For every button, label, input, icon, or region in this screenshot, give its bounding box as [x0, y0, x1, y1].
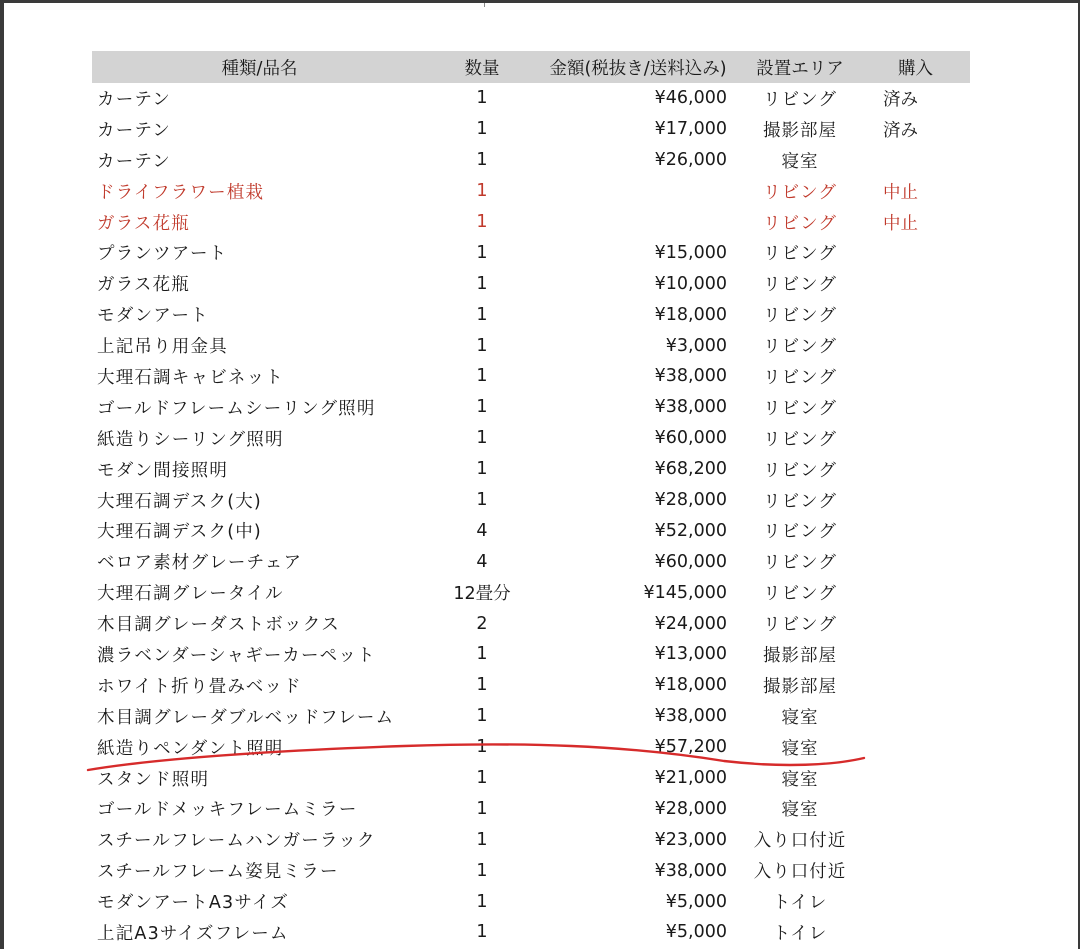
- item-name-cell: カーテン: [97, 120, 171, 141]
- table-row: [92, 330, 970, 361]
- purchase-status-cell: [861, 732, 970, 763]
- price-cell: ¥38,000: [654, 860, 727, 881]
- quantity-cell: 1: [476, 798, 488, 819]
- install-area-cell: 寝室: [781, 151, 819, 172]
- purchase-status-cell: [861, 361, 970, 392]
- quantity-cell: 1: [476, 644, 488, 665]
- install-area-cell: 撮影部屋: [763, 120, 837, 141]
- item-name-cell: 大理石調デスク(中): [97, 522, 262, 543]
- price-cell: ¥21,000: [654, 768, 727, 789]
- quantity-cell: 2: [476, 613, 488, 634]
- item-name-cell: ホワイト折り畳みベッド: [97, 676, 302, 697]
- price-cell: ¥18,000: [654, 304, 727, 325]
- table-row: [92, 299, 970, 330]
- quantity-cell: 1: [476, 706, 488, 727]
- table-row: [92, 515, 970, 546]
- install-area-cell: リビング: [763, 460, 837, 481]
- table-row: [92, 824, 970, 855]
- item-name-cell: スチールフレーム姿見ミラー: [97, 862, 339, 883]
- price-cell: [537, 207, 739, 238]
- install-area-cell: リビング: [763, 429, 837, 450]
- item-name-cell: モダンアートA3サイズ: [97, 893, 290, 914]
- price-cell: ¥52,000: [654, 520, 727, 541]
- install-area-cell: 入り口付近: [753, 831, 847, 852]
- table-row: [92, 145, 970, 176]
- table-row: [92, 237, 970, 268]
- install-area-cell: リビング: [763, 615, 837, 636]
- purchase-status-cell: [861, 546, 970, 577]
- purchase-status-cell: [861, 639, 970, 670]
- quantity-cell: 1: [476, 242, 488, 263]
- item-name-cell: プランツアート: [97, 244, 228, 265]
- price-cell: ¥60,000: [654, 551, 727, 572]
- purchase-status-cell: 済み: [883, 120, 918, 141]
- header-purchase-status: 購入: [898, 58, 933, 79]
- table-row: [92, 886, 970, 917]
- quantity-cell: 1: [476, 490, 488, 511]
- quantity-cell: 1: [476, 212, 488, 232]
- purchase-status-cell: [861, 515, 970, 546]
- quantity-cell: 1: [476, 88, 488, 109]
- header-quantity: 数量: [464, 58, 500, 79]
- table-row: [92, 361, 970, 392]
- price-cell: [537, 176, 739, 207]
- price-cell: ¥68,200: [654, 459, 727, 480]
- price-cell: ¥3,000: [665, 335, 727, 356]
- price-cell: ¥38,000: [654, 397, 727, 418]
- install-area-cell: 撮影部屋: [763, 676, 837, 697]
- item-name-cell: 木目調グレーダストボックス: [97, 615, 340, 636]
- install-area-cell: リビング: [763, 522, 837, 543]
- price-cell: ¥13,000: [654, 644, 727, 665]
- install-area-cell: 入り口付近: [753, 862, 847, 883]
- quantity-cell: 1: [476, 119, 488, 140]
- install-area-cell: 寝室: [781, 769, 819, 790]
- price-cell: ¥38,000: [654, 366, 727, 387]
- header-price: 金額(税抜き/送料込み): [549, 58, 727, 79]
- price-cell: ¥17,000: [654, 119, 727, 140]
- price-cell: ¥5,000: [665, 891, 727, 912]
- item-name-cell: 上記A3サイズフレーム: [97, 923, 289, 944]
- purchase-status-cell: [861, 268, 970, 299]
- table-row: [92, 732, 970, 763]
- quantity-cell: 1: [476, 428, 488, 449]
- item-name-cell: ドライフラワー植栽: [97, 182, 265, 203]
- install-area-cell: リビング: [763, 182, 837, 203]
- table-row: [92, 670, 970, 701]
- quantity-cell: 12畳分: [453, 584, 511, 605]
- purchase-status-cell: [861, 299, 970, 330]
- price-cell: ¥18,000: [654, 675, 727, 696]
- item-name-cell: 大理石調デスク(大): [97, 491, 262, 512]
- purchase-status-cell: [861, 763, 970, 794]
- table-row: [92, 423, 970, 454]
- purchase-status-cell: [861, 454, 970, 485]
- purchase-status-cell: [861, 886, 970, 917]
- purchase-status-cell: 済み: [883, 89, 918, 110]
- quantity-cell: 1: [476, 922, 488, 943]
- quantity-cell: 1: [476, 459, 488, 480]
- table-row: [92, 392, 970, 423]
- item-name-cell: ガラス花瓶: [97, 275, 190, 296]
- quantity-cell: 1: [476, 768, 488, 789]
- table-row: [92, 763, 970, 794]
- purchase-status-cell: [861, 423, 970, 454]
- quantity-cell: 1: [476, 150, 488, 171]
- price-cell: ¥24,000: [654, 613, 727, 634]
- quantity-cell: 1: [476, 181, 488, 202]
- item-name-cell: カーテン: [97, 151, 171, 172]
- quantity-cell: 1: [476, 737, 488, 758]
- price-cell: ¥28,000: [654, 490, 727, 511]
- install-area-cell: リビング: [763, 367, 837, 388]
- install-area-cell: 寝室: [781, 800, 819, 821]
- price-cell: ¥38,000: [654, 706, 727, 727]
- install-area-cell: リビング: [763, 491, 837, 512]
- quantity-cell: 1: [476, 304, 488, 325]
- purchase-status-cell: [861, 145, 970, 176]
- price-cell: ¥23,000: [654, 829, 727, 850]
- table-row: [92, 639, 970, 670]
- purchase-list-table: [92, 51, 970, 948]
- purchase-status-cell: [861, 330, 970, 361]
- table-row: [92, 454, 970, 485]
- quantity-cell: 4: [476, 551, 488, 572]
- quantity-cell: 1: [476, 273, 488, 294]
- item-name-cell: ガラス花瓶: [97, 213, 190, 234]
- table-row: [92, 577, 970, 608]
- item-name-cell: モダン間接照明: [97, 460, 229, 481]
- quantity-cell: 1: [476, 675, 488, 696]
- price-cell: ¥10,000: [654, 273, 727, 294]
- install-area-cell: 寝室: [781, 738, 819, 759]
- install-area-cell: リビング: [763, 306, 837, 327]
- table-row: [92, 855, 970, 886]
- purchase-status-cell: [861, 793, 970, 824]
- install-area-cell: トイレ: [772, 923, 828, 944]
- document-page: [4, 3, 1078, 949]
- price-cell: ¥145,000: [643, 582, 727, 603]
- install-area-cell: リビング: [763, 275, 837, 296]
- item-name-cell: モダンアート: [97, 306, 209, 327]
- item-name-cell: スチールフレームハンガーラック: [97, 831, 376, 852]
- quantity-cell: 1: [476, 366, 488, 387]
- item-name-cell: 紙造りペンダント照明: [97, 738, 284, 759]
- table-row: [92, 176, 970, 207]
- table-row: [92, 701, 970, 732]
- price-cell: ¥57,200: [654, 737, 727, 758]
- quantity-cell: 1: [476, 335, 488, 356]
- purchase-status-cell: [861, 237, 970, 268]
- table-row: [92, 114, 970, 145]
- purchase-status-cell: [861, 577, 970, 608]
- price-cell: ¥15,000: [654, 242, 727, 263]
- install-area-cell: リビング: [763, 337, 837, 358]
- quantity-cell: 1: [476, 829, 488, 850]
- price-cell: ¥60,000: [654, 428, 727, 449]
- install-area-cell: リビング: [763, 244, 837, 265]
- item-name-cell: ゴールドフレームシーリング照明: [97, 398, 376, 419]
- item-name-cell: 濃ラベンダーシャギーカーペット: [97, 645, 376, 666]
- item-name-cell: スタンド照明: [97, 769, 210, 790]
- item-name-cell: 大理石調キャビネット: [97, 367, 284, 388]
- purchase-status-cell: [861, 917, 970, 948]
- item-name-cell: ベロア素材グレーチェア: [97, 553, 303, 574]
- quantity-cell: 1: [476, 860, 488, 881]
- install-area-cell: リビング: [763, 213, 837, 234]
- quantity-cell: 1: [476, 891, 488, 912]
- table-header-row: [92, 51, 970, 83]
- purchase-status-cell: 中止: [883, 213, 918, 234]
- page-top-mark: [484, 3, 485, 7]
- purchase-status-cell: [861, 701, 970, 732]
- install-area-cell: リビング: [763, 553, 837, 574]
- purchase-status-cell: [861, 824, 970, 855]
- price-cell: ¥28,000: [654, 798, 727, 819]
- install-area-cell: トイレ: [772, 893, 828, 914]
- table-row: [92, 546, 970, 577]
- price-cell: ¥46,000: [654, 88, 727, 109]
- table-row: [92, 268, 970, 299]
- item-name-cell: 紙造りシーリング照明: [97, 429, 284, 450]
- purchase-status-cell: [861, 608, 970, 639]
- price-cell: ¥26,000: [654, 150, 727, 171]
- purchase-status-cell: 中止: [883, 182, 918, 203]
- table-row: [92, 917, 970, 948]
- header-install-area: 設置エリア: [756, 58, 844, 79]
- install-area-cell: リビング: [763, 89, 837, 110]
- install-area-cell: リビング: [763, 584, 837, 605]
- item-name-cell: 大理石調グレータイル: [97, 584, 284, 605]
- install-area-cell: リビング: [763, 398, 837, 419]
- quantity-cell: 1: [476, 397, 488, 418]
- table-row: [92, 83, 970, 114]
- install-area-cell: 寝室: [781, 707, 819, 728]
- table-row: [92, 207, 970, 238]
- price-cell: ¥5,000: [665, 922, 727, 943]
- item-name-cell: 上記吊り用金具: [97, 337, 228, 358]
- header-item-name: 種類/品名: [221, 58, 298, 79]
- item-name-cell: ゴールドメッキフレームミラー: [97, 800, 358, 821]
- purchase-status-cell: [861, 485, 970, 516]
- purchase-status-cell: [861, 670, 970, 701]
- table-row: [92, 793, 970, 824]
- install-area-cell: 撮影部屋: [763, 645, 837, 666]
- table-row: [92, 485, 970, 516]
- quantity-cell: 4: [476, 520, 488, 541]
- table-body: [92, 83, 970, 948]
- item-name-cell: 木目調グレーダブルベッドフレーム: [97, 707, 395, 728]
- table-row: [92, 608, 970, 639]
- purchase-status-cell: [861, 855, 970, 886]
- item-name-cell: カーテン: [97, 89, 171, 110]
- purchase-status-cell: [861, 392, 970, 423]
